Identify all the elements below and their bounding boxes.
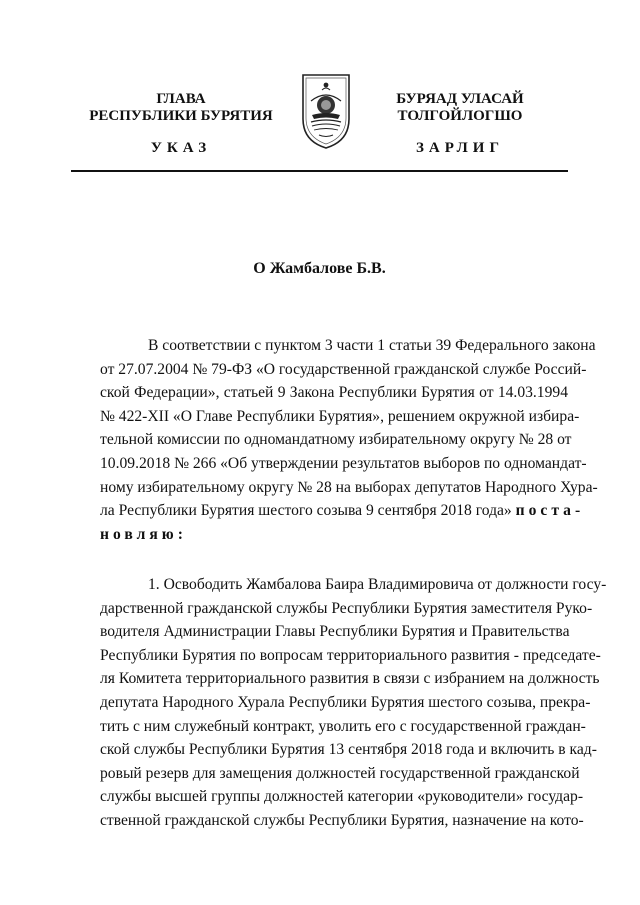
paragraph-2-line: дарственной гражданской службы Республики Бурятия заместителя Руко-	[100, 599, 593, 617]
header-right-line1: БУРЯАД УЛАСАЙ	[396, 91, 524, 107]
paragraph-1	[100, 334, 598, 546]
paragraph-2-line: ля Комитета территориального развития в связи с избранием на должность	[100, 670, 600, 688]
paragraph-2-line: ровый резерв для замещения должностей государственной гражданской	[100, 764, 580, 782]
paragraph-1-line: от 27.07.2004 № 79-ФЗ «О государственной гражданской службе Россий-	[100, 360, 587, 378]
paragraph-2-line: водителя Администрации Главы Республики Бурятия и Правительства	[100, 623, 570, 641]
paragraph-2	[100, 573, 607, 833]
document-title: О Жамбалове Б.В.	[253, 260, 386, 277]
paragraph-2-line: 1. Освободить Жамбалова Баира Владимировича от должности госу-	[148, 576, 607, 593]
paragraph-1-line: 10.09.2018 № 266 «Об утверждении результатов выборов по одномандат-	[100, 454, 587, 472]
paragraph-1-line: тельной комиссии по одномандатному избирательному округу № 28 от	[100, 431, 572, 449]
doc-type-left: УКАЗ	[150, 140, 212, 156]
paragraph-1-line-with-keyword	[100, 499, 585, 523]
paragraph-1-line: ному избирательному округу № 28 на выборах депутатов Народного Хура-	[100, 478, 598, 496]
header-left-line2: РЕСПУБЛИКИ БУРЯТИЯ	[89, 108, 273, 124]
paragraph-1-line: № 422-XII «О Главе Республики Бурятия», решением окружной избира-	[100, 407, 580, 425]
header-left-block	[76, 91, 286, 125]
header-right-line2: ТОЛГОЙЛОГШО	[397, 108, 523, 124]
doc-type-right: ЗАРЛИГ	[415, 140, 505, 156]
paragraph-1-line: ской Федерации», статьей 9 Закона Республики Бурятия от 14.03.1994	[100, 384, 568, 402]
paragraph-1-line: В соответствии с пунктом 3 части 1 статьи 39 Федерального закона	[148, 337, 596, 354]
paragraph-2-line: ской службы Республики Бурятия 13 сентября 2018 года и включить в кад-	[100, 741, 597, 759]
header-right-block	[380, 91, 540, 125]
paragraph-2-line: депутата Народного Хурала Республики Бурятия шестого созыва, прекра-	[100, 693, 591, 711]
paragraph-2-line: тить с ним служебный контракт, уволить его с государственной граждан-	[100, 717, 586, 735]
paragraph-2-line: ственной гражданской службы Республики Бурятия, назначение на кото-	[100, 811, 584, 829]
paragraph-2-line: Республики Бурятия по вопросам территориального развития - председате-	[100, 646, 601, 664]
paragraph-2-line: службы высшей группы должностей категории «руководители» государ-	[100, 788, 584, 806]
header-divider	[71, 170, 568, 172]
paragraph-1-line	[100, 523, 568, 547]
coat-of-arms-buryatia-icon	[297, 71, 355, 151]
resolution-keyword-part1: поста-	[515, 502, 585, 520]
resolution-keyword-part2: новляю:	[100, 525, 187, 543]
paragraph-1-line: ла Республики Бурятия шестого созыва 9 сентября 2018 года»	[100, 502, 512, 520]
header-left-line1: ГЛАВА	[156, 91, 206, 107]
